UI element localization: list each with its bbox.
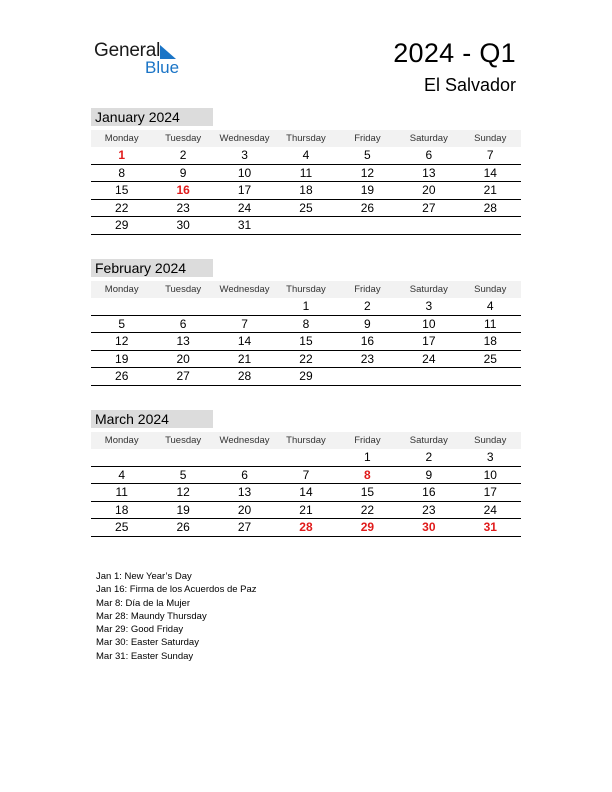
- week-row: [91, 147, 521, 165]
- date-cell: 15: [115, 183, 129, 198]
- date-cell: 11: [299, 165, 313, 180]
- weekday-label: Sunday: [474, 284, 507, 295]
- date-cell: 23: [360, 351, 375, 366]
- date-cell: 10: [422, 316, 436, 331]
- date-cell: [460, 217, 521, 234]
- holiday-date: 28: [299, 520, 313, 535]
- date-cell: 21: [237, 351, 252, 366]
- date-cell: [214, 298, 275, 315]
- date-cell: 11: [484, 316, 497, 331]
- holiday-date: 16: [176, 183, 190, 198]
- date-cell: 24: [422, 351, 436, 366]
- week-row: [91, 368, 521, 386]
- date-cell: [337, 368, 398, 385]
- date-cell: 18: [483, 334, 497, 349]
- date-cell: 15: [360, 485, 375, 500]
- date-cell: 7: [302, 467, 310, 482]
- date-cell: 26: [176, 520, 190, 535]
- date-cell: 6: [241, 467, 248, 482]
- date-cell: 5: [179, 467, 187, 482]
- date-cell: 29: [299, 369, 313, 384]
- logo-text-general: General: [94, 40, 161, 61]
- date-cell: [337, 217, 398, 234]
- holiday-item: Mar 8: Día de la Mujer: [96, 597, 190, 609]
- weekday-label: Wednesday: [219, 133, 270, 144]
- date-cell: [275, 449, 336, 466]
- date-cell: 29: [115, 218, 129, 233]
- date-cell: 4: [486, 299, 494, 313]
- date-cell: [152, 298, 213, 315]
- date-cell: 4: [118, 467, 126, 482]
- date-cell: [91, 298, 152, 315]
- date-cell: 4: [302, 148, 310, 162]
- date-cell: 24: [483, 502, 497, 517]
- date-cell: 28: [237, 369, 252, 384]
- date-cell: [398, 217, 459, 234]
- date-cell: 19: [115, 351, 129, 366]
- date-cell: 17: [422, 334, 436, 349]
- weekday-label: Saturday: [409, 284, 448, 295]
- date-cell: 8: [118, 165, 126, 180]
- date-cell: 5: [364, 148, 371, 162]
- date-cell: 18: [299, 183, 313, 198]
- holiday-item: Jan 16: Firma de los Acuerdos de Paz: [96, 584, 257, 596]
- date-cell: 20: [176, 351, 190, 366]
- weekday-label: Monday: [104, 284, 139, 295]
- date-cell: 27: [176, 369, 190, 384]
- date-cell: 22: [360, 502, 375, 517]
- date-cell: [275, 217, 336, 234]
- date-cell: 7: [486, 148, 494, 162]
- month-march: [91, 410, 521, 537]
- date-cell: 3: [241, 148, 248, 162]
- holiday-item: Mar 30: Easter Saturday: [96, 637, 199, 649]
- date-cell: 17: [483, 485, 497, 500]
- date-cell: 30: [176, 218, 190, 233]
- week-row: [91, 182, 521, 200]
- date-cell: 25: [115, 520, 129, 535]
- holiday-item: Mar 31: Easter Sunday: [96, 650, 194, 662]
- date-cell: 12: [176, 485, 190, 500]
- weekday-label: Saturday: [409, 133, 448, 144]
- date-cell: 14: [483, 165, 497, 180]
- date-cell: 2: [179, 148, 187, 162]
- date-cell: 2: [425, 450, 433, 464]
- date-cell: 3: [486, 450, 494, 464]
- date-cell: 25: [299, 200, 313, 215]
- weekday-label: Thursday: [286, 435, 326, 446]
- date-cell: 24: [237, 200, 252, 215]
- holiday-item: Mar 29: Good Friday: [96, 624, 184, 636]
- date-cell: 19: [360, 183, 375, 198]
- weekday-label: Friday: [354, 284, 381, 295]
- weekday-label: Friday: [354, 435, 381, 446]
- date-cell: 28: [483, 200, 497, 215]
- date-cell: 22: [299, 351, 313, 366]
- date-cell: 17: [237, 183, 252, 198]
- weekday-label: Tuesday: [165, 284, 202, 295]
- date-cell: 16: [360, 334, 375, 349]
- week-row: [91, 502, 521, 520]
- weekday-label: Wednesday: [219, 284, 270, 295]
- month-february: [91, 259, 521, 386]
- date-cell: 14: [299, 485, 313, 500]
- month-label: January 2024: [91, 108, 213, 126]
- date-cell: 10: [237, 165, 252, 180]
- date-cell: 13: [176, 334, 190, 349]
- holiday-date: 31: [483, 520, 497, 535]
- month-january: [91, 108, 521, 235]
- date-cell: 25: [483, 351, 497, 366]
- date-cell: 26: [115, 369, 129, 384]
- week-row: [91, 467, 521, 485]
- date-cell: 7: [241, 316, 248, 331]
- holiday-item: Mar 28: Maundy Thursday: [96, 610, 207, 622]
- date-cell: 19: [176, 502, 190, 517]
- date-cell: 9: [364, 316, 371, 331]
- date-cell: 3: [425, 299, 433, 313]
- date-cell: 23: [422, 502, 436, 517]
- logo-triangle-icon: [160, 45, 176, 59]
- date-cell: 21: [483, 183, 497, 198]
- weekday-label: Monday: [104, 133, 139, 144]
- weekday-label: Thursday: [286, 133, 326, 144]
- week-row: [91, 200, 521, 218]
- weekday-label: Sunday: [474, 435, 507, 446]
- date-cell: 20: [422, 183, 436, 198]
- date-cell: [214, 449, 275, 466]
- country-name: El Salvador: [423, 75, 516, 95]
- date-cell: 11: [115, 485, 128, 500]
- date-cell: [91, 449, 152, 466]
- week-row: [91, 165, 521, 183]
- date-cell: 12: [115, 334, 129, 349]
- date-cell: [152, 449, 213, 466]
- date-cell: 14: [237, 334, 252, 349]
- date-cell: 18: [115, 502, 129, 517]
- date-cell: 31: [237, 218, 252, 233]
- date-cell: 16: [422, 485, 436, 500]
- month-label: February 2024: [91, 259, 213, 277]
- date-cell: 1: [302, 299, 310, 313]
- date-cell: 15: [299, 334, 313, 349]
- weekday-label: Tuesday: [165, 435, 202, 446]
- date-cell: 6: [179, 316, 187, 331]
- date-cell: 12: [360, 165, 375, 180]
- week-row: [91, 333, 521, 351]
- weekday-header: [91, 432, 521, 449]
- date-cell: 20: [237, 502, 252, 517]
- date-cell: 2: [364, 299, 371, 313]
- date-cell: 26: [360, 200, 375, 215]
- week-row: [91, 484, 521, 502]
- weekday-label: Tuesday: [165, 133, 202, 144]
- date-cell: 22: [115, 200, 129, 215]
- date-cell: [460, 368, 521, 385]
- holiday-item: Jan 1: New Year’s Day: [96, 571, 192, 582]
- date-cell: [398, 368, 459, 385]
- date-cell: 10: [483, 467, 497, 482]
- weekday-label: Saturday: [409, 435, 448, 446]
- holiday-list: [96, 570, 257, 663]
- week-row: [91, 351, 521, 369]
- date-cell: 13: [237, 485, 252, 500]
- week-row: [91, 217, 521, 235]
- date-cell: 13: [422, 165, 436, 180]
- date-cell: 27: [237, 520, 252, 535]
- logo-text-blue: Blue: [145, 58, 180, 77]
- weekday-label: Thursday: [286, 284, 326, 295]
- weekday-header: [91, 130, 521, 147]
- page-title: 2024 - Q1: [393, 38, 516, 68]
- date-cell: 23: [176, 200, 190, 215]
- date-cell: 1: [364, 450, 371, 464]
- weekday-label: Wednesday: [219, 435, 270, 446]
- date-cell: 21: [299, 502, 313, 517]
- weekday-label: Monday: [104, 435, 139, 446]
- date-cell: 9: [425, 467, 433, 482]
- date-cell: 9: [179, 165, 187, 180]
- month-label: March 2024: [91, 410, 213, 428]
- date-cell: 5: [118, 316, 126, 331]
- week-row: [91, 519, 521, 537]
- week-row: [91, 449, 521, 467]
- date-cell: 8: [302, 316, 310, 331]
- holiday-date: 29: [360, 520, 375, 535]
- holiday-date: 30: [422, 520, 436, 535]
- week-row: [91, 316, 521, 334]
- weekday-label: Friday: [354, 133, 381, 144]
- generalblue-logo: [94, 40, 194, 80]
- holiday-date: 8: [364, 467, 371, 482]
- holiday-date: 1: [118, 148, 126, 162]
- weekday-header: [91, 281, 521, 298]
- weekday-label: Sunday: [474, 133, 507, 144]
- date-cell: 6: [425, 148, 433, 162]
- week-row: [91, 298, 521, 316]
- date-cell: 27: [422, 200, 436, 215]
